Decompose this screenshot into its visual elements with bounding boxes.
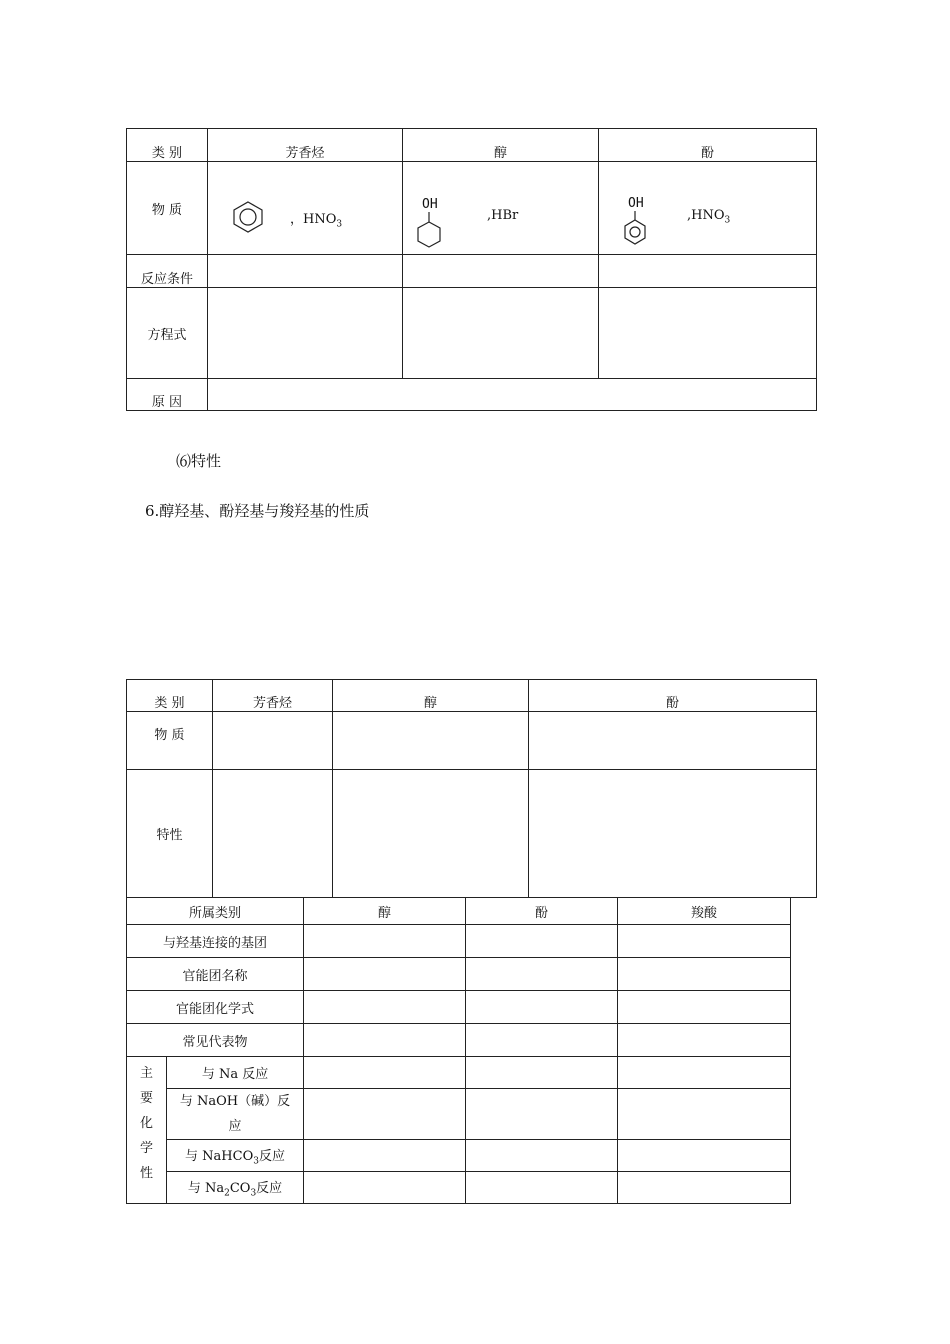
t3-row-functional-formula: 官能团化学式 [127, 991, 304, 1024]
header-alcohol: 醇 [403, 129, 599, 162]
t2-property-alcohol [333, 770, 529, 898]
arene-reagent: ，$HNO_3$ [290, 212, 343, 230]
t3-reaction-na: 与 Na 反应 [167, 1057, 304, 1089]
t2-substance-alcohol [333, 712, 529, 770]
t3-reaction-na2co3: 与 $Na_2CO_3$反应 [167, 1172, 304, 1204]
row-label-condition: 反应条件 [127, 255, 208, 288]
hydroxyl-comparison-table [126, 897, 791, 1204]
reaction-table [126, 128, 817, 411]
alcohol-reagent: ,HBr [487, 208, 519, 223]
arene-substance-cell [208, 162, 403, 255]
property-table [126, 679, 817, 898]
t3-header-category: 所属类别 [127, 898, 304, 925]
t3-header-carboxylic: 羧酸 [618, 898, 791, 925]
section-title: 6.醇羟基、酚羟基与羧羟基的性质 [145, 502, 370, 520]
phenol-reagent: $,HNO_3$ [687, 208, 731, 226]
t2-property-phenol [529, 770, 817, 898]
t3-row-attached-group: 与羟基连接的基团 [127, 925, 304, 958]
t3-row-representative: 常见代表物 [127, 1024, 304, 1057]
row-label-reason: 原 因 [127, 379, 208, 411]
t3-header-alcohol: 醇 [304, 898, 466, 925]
alcohol-substance-cell [403, 162, 599, 255]
reason-cell [208, 379, 817, 411]
t2-property-arene [213, 770, 333, 898]
cyclohexanol-structure-icon [416, 212, 442, 252]
sub-item-heading: ⑹特性 [176, 452, 222, 470]
t3-row-functional-name: 官能团名称 [127, 958, 304, 991]
equation-arene [208, 288, 403, 379]
condition-arene [208, 255, 403, 288]
t2-header-arene: 芳香烃 [213, 680, 333, 712]
t2-header-category: 类 别 [127, 680, 213, 712]
row-label-substance: 物 质 [127, 162, 208, 255]
header-arene: 芳香烃 [208, 129, 403, 162]
t3-group-label: 主 要 化 学 性 [127, 1057, 167, 1204]
t2-substance-arene [213, 712, 333, 770]
t3-reaction-nahco3: 与 NaHCO$_3$反应 [167, 1140, 304, 1172]
t2-header-alcohol: 醇 [333, 680, 529, 712]
condition-alcohol [403, 255, 599, 288]
phenol-substance-cell [599, 162, 817, 255]
phenol-structure-icon [623, 211, 647, 247]
alcohol-oh-label: OH [422, 197, 438, 212]
t2-row-label-property: 特性 [127, 770, 213, 898]
t3-reaction-naoh: 与 NaOH（碱）反应 [167, 1089, 304, 1140]
t2-row-label-substance: 物 质 [127, 712, 213, 770]
equation-phenol [599, 288, 817, 379]
equation-alcohol [403, 288, 599, 379]
header-category: 类 别 [127, 129, 208, 162]
benzene-structure-icon [232, 200, 264, 234]
t2-substance-phenol [529, 712, 817, 770]
phenol-oh-label: OH [628, 196, 644, 211]
header-phenol: 酚 [599, 129, 817, 162]
row-label-equation: 方程式 [127, 288, 208, 379]
t3-header-phenol: 酚 [466, 898, 618, 925]
t2-header-phenol: 酚 [529, 680, 817, 712]
condition-phenol [599, 255, 817, 288]
